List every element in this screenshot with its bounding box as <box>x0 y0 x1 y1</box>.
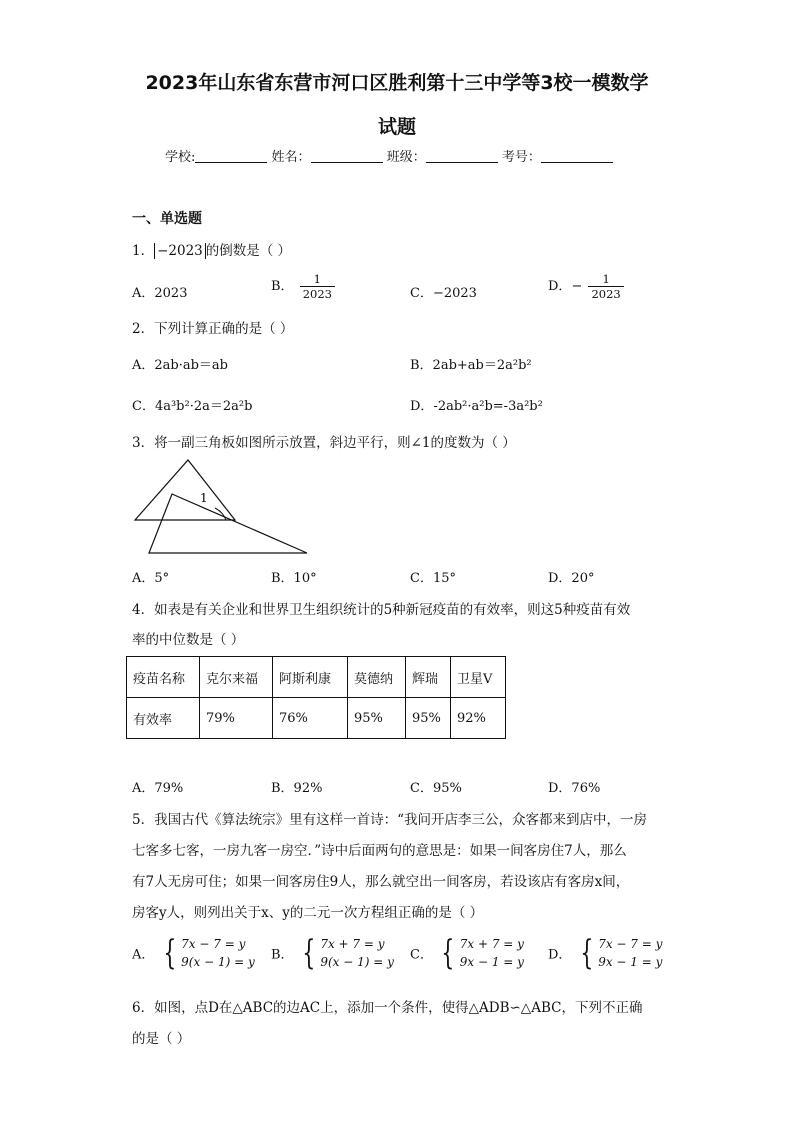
school-label: 学校: <box>165 150 196 165</box>
q3-option-b[interactable]: B．10° <box>271 571 317 586</box>
exam-title-line2: 试题 <box>377 116 416 138</box>
fraction: $\frac{1}{2023}$ <box>588 272 623 301</box>
q3-option-c[interactable]: C．15° <box>410 571 456 586</box>
q5-stem-line2: 七客多七客，一房九客一房空．”诗中后面两句的意思是：如果一间客房住7人，那么 <box>132 843 627 859</box>
table-cell: 克尔来福 <box>200 657 273 698</box>
table-cell: 92% <box>451 698 506 739</box>
equation-system: { 7x − 7 = y 9x − 1 = y <box>579 933 663 973</box>
q5-option-a[interactable]: A． { 7x − 7 = y 9(x − 1) = y <box>132 933 255 973</box>
table-cell: 卫星V <box>451 657 506 698</box>
student-info-row <box>165 146 613 165</box>
q1-stem: 1． −2023 的倒数是（ ） <box>132 243 292 259</box>
table-cell: 阿斯利康 <box>273 657 348 698</box>
q4-stem-line1: 4．如表是有关企业和世界卫生组织统计的5种新冠疫苗的有效率，则这5种疫苗有效 <box>132 602 631 618</box>
q5-stem-line4: 房客y人，则列出关于x、y的二元一次方程组正确的是（ ） <box>132 905 484 921</box>
exam-number-label: 考号： <box>501 150 541 165</box>
q5-option-d[interactable]: D． { 7x − 7 = y 9x − 1 = y <box>548 933 663 973</box>
table-cell: 辉瑞 <box>406 657 451 698</box>
q3-option-a[interactable]: A．5° <box>132 571 170 586</box>
lower-triangle <box>149 494 307 553</box>
fraction: $\frac{1}{2023}$ <box>300 272 335 301</box>
q1-option-a[interactable]: A．2023 <box>132 286 188 301</box>
table-cell: 有效率 <box>127 698 200 739</box>
vaccine-table <box>126 656 506 739</box>
table-header-row <box>127 657 506 698</box>
q1-option-b[interactable]: B． $\frac{1}{2023}$ <box>271 272 335 301</box>
class-blank[interactable] <box>426 150 498 163</box>
exam-number-blank[interactable] <box>541 150 613 163</box>
q2-stem: 2．下列计算正确的是（ ） <box>132 321 294 337</box>
q5-option-c[interactable]: C． { 7x + 7 = y 9x − 1 = y <box>410 933 524 973</box>
q5-stem-line3: 有7人无房可住；如果一间客房住9人，那么就空出一间客房，若设该店有客房x间， <box>132 874 630 890</box>
q4-option-b[interactable]: B．92% <box>271 781 323 796</box>
section-single-choice: 一、单选题 <box>132 211 202 227</box>
name-label: 姓名： <box>271 150 311 165</box>
name-blank[interactable] <box>311 150 383 163</box>
abs-value-expr: −2023 <box>154 243 206 259</box>
q6-stem-line2: 的是（ ） <box>132 1031 191 1047</box>
angle-label: 1 <box>200 491 208 505</box>
triangle-set-figure <box>130 456 315 556</box>
q3-option-d[interactable]: D．20° <box>548 571 595 586</box>
q4-option-a[interactable]: A．79% <box>132 781 184 796</box>
q1-option-c[interactable]: C．−2023 <box>410 286 477 301</box>
q1-option-d[interactable]: D．− $\frac{1}{2023}$ <box>548 272 624 301</box>
table-cell: 疫苗名称 <box>127 657 200 698</box>
q2-option-c[interactable]: C．4a³b²·2a＝2a²b <box>132 399 253 414</box>
school-blank[interactable] <box>195 150 267 163</box>
table-cell: 95% <box>406 698 451 739</box>
table-cell: 95% <box>348 698 406 739</box>
q4-stem-line2: 率的中位数是（ ） <box>132 632 245 648</box>
table-cell: 莫德纳 <box>348 657 406 698</box>
table-row <box>127 698 506 739</box>
q4-option-c[interactable]: C．95% <box>410 781 462 796</box>
q2-option-d[interactable]: D．-2ab²·a²b=-3a²b² <box>410 399 543 414</box>
table-cell: 76% <box>273 698 348 739</box>
q2-option-b[interactable]: B．2ab+ab＝2a²b² <box>410 358 532 373</box>
class-label: 班级： <box>386 150 426 165</box>
q5-stem-line1: 5．我国古代《算法统宗》里有这样一首诗：“我问开店李三公，众客都来到店中，一房 <box>132 812 647 828</box>
q6-stem-line1: 6．如图，点D在△ABC的边AC上，添加一个条件，使得△ADB∽△ABC，下列不正确 <box>132 1000 643 1016</box>
equation-system: { 7x + 7 = y 9x − 1 = y <box>441 933 524 973</box>
q4-option-d[interactable]: D．76% <box>548 781 601 796</box>
exam-title-line1: 2023年山东省东营市河口区胜利第十三中学等3校一模数学 <box>145 72 649 94</box>
equation-system: { 7x + 7 = y 9(x − 1) = y <box>302 933 394 973</box>
q2-option-a[interactable]: A．2ab·ab＝ab <box>132 358 229 373</box>
q3-stem: 3．将一副三角板如图所示放置，斜边平行，则∠1的度数为（ ） <box>132 435 516 451</box>
equation-system: { 7x − 7 = y 9(x − 1) = y <box>162 933 255 973</box>
q5-option-b[interactable]: B． { 7x + 7 = y 9(x − 1) = y <box>271 933 394 973</box>
table-cell: 79% <box>200 698 273 739</box>
